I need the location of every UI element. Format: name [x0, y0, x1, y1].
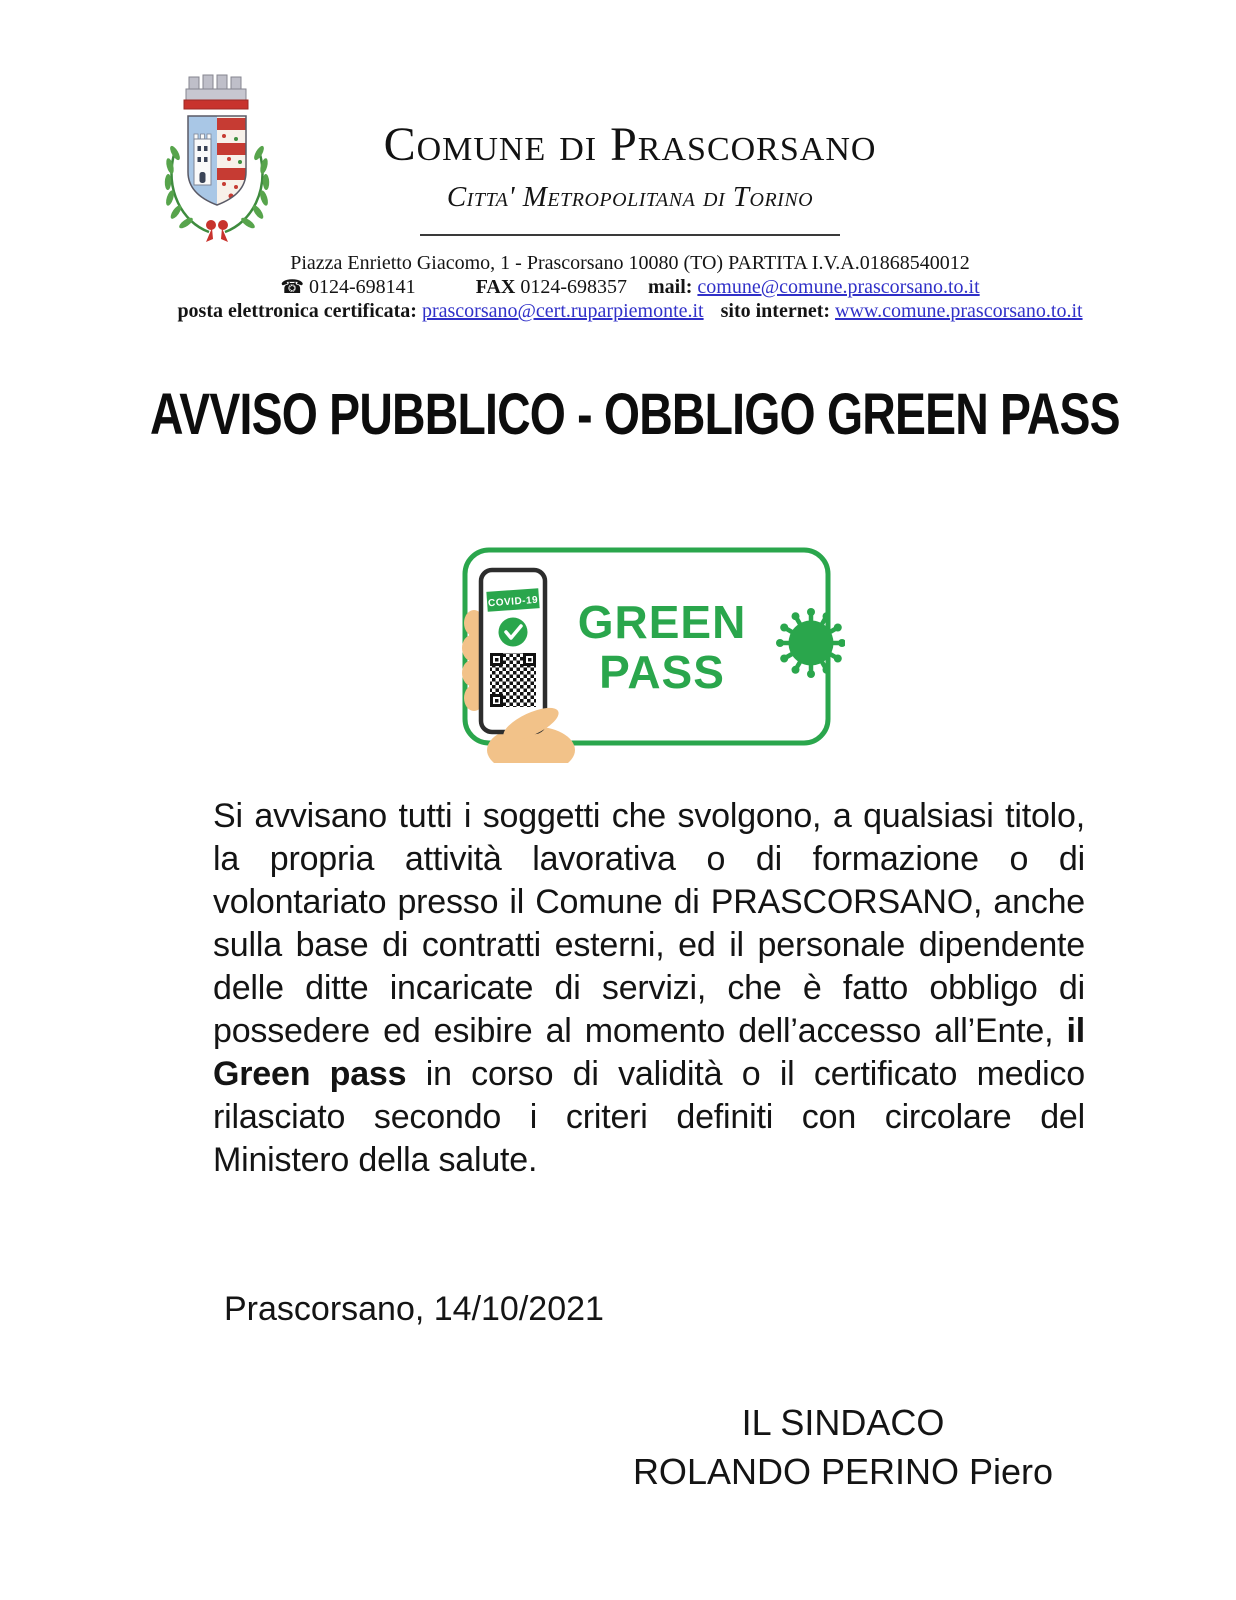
notice-body	[213, 795, 1085, 1182]
smartphone	[481, 570, 545, 732]
telephone-icon: ☎	[280, 276, 305, 298]
qr-code-icon	[490, 653, 536, 707]
municipality-subtitle: Citta' Metropolitana di Torino	[446, 181, 814, 213]
green-pass-title	[578, 596, 747, 698]
phone-number: 0124-698141	[309, 276, 416, 298]
signature-block	[593, 1398, 1093, 1496]
pec-link[interactable]: prascorsano@cert.ruparpiemonte.it	[421, 300, 704, 322]
notice-title: AVVISO PUBBLICO - OBBLIGO GREEN PASS	[150, 382, 1120, 447]
pec-line	[24, 300, 1236, 323]
pec-label: posta elettronica certificata:	[177, 300, 417, 322]
municipality-name: Comune di Prascorsano	[383, 118, 877, 171]
date-line: Prascorsano, 14/10/2021	[224, 1290, 604, 1328]
check-icon	[499, 618, 528, 647]
header-rule	[420, 234, 840, 236]
green-pass-word2: PASS	[599, 646, 725, 698]
covid-label: COVID-19	[487, 594, 539, 610]
address-line: Piazza Enrietto Giacomo, 1 - Prascorsano 10080 (TO) PARTITA I.V.A.01868540012	[290, 252, 970, 274]
mail-link[interactable]: comune@comune.prascorsano.to.it	[697, 276, 980, 298]
site-link[interactable]: www.comune.prascorsano.to.it	[835, 300, 1083, 322]
fax-number: 0124-698357	[520, 276, 627, 298]
mail-label: mail:	[647, 276, 693, 298]
body-text-1: Si avvisano tutti i soggetti che svolgono, a qualsiasi titolo, la propria attività lavorativa o di formazione o di volontariato presso il Comune di PRASCORSANO, anche sulla base di contratti esterni, ed il personale dipendente delle ditte incaricate di servizi, che è fatto obbligo di possedere ed esibire al momento dell’accesso all’Ente,	[213, 797, 1085, 1050]
contact-line	[24, 276, 1236, 299]
green-pass-card	[443, 531, 845, 763]
signature-name: ROLANDO PERINO Piero	[632, 1451, 1054, 1492]
body-text-bold: il Green pass	[213, 1012, 1085, 1093]
site-label: sito internet:	[720, 300, 831, 322]
signature-role: IL SINDACO	[741, 1402, 945, 1443]
body-text-2: in corso di validità o il certificato medico rilasciato secondo i criteri definiti con circolare del Ministero della salute.	[213, 1055, 1085, 1179]
fax-label: FAX	[475, 276, 516, 298]
green-pass-word1: GREEN	[577, 596, 747, 648]
covid-banner	[486, 588, 539, 612]
